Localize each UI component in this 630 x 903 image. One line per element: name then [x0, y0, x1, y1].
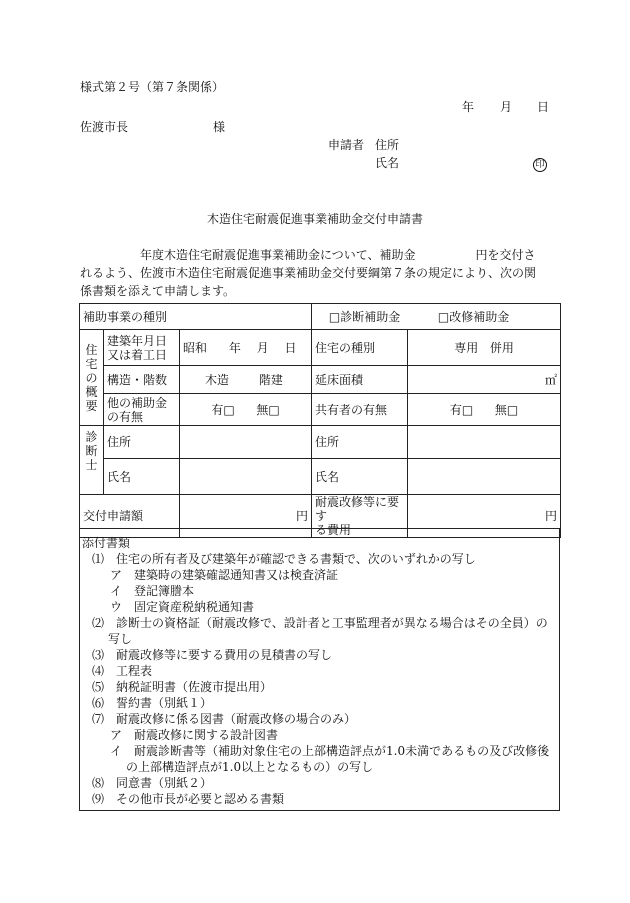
- form-number: 様式第２号（第７条関係）: [80, 80, 225, 94]
- diagnostician-name-label-2: 氏名: [312, 459, 408, 495]
- grant-amount-label: 交付申請額: [80, 495, 180, 538]
- attachment-item-8: ⑻ 同意書（別紙２）: [92, 776, 213, 790]
- diagnostician-char-3: 士: [85, 458, 98, 472]
- row-other-subsidy: [80, 394, 561, 426]
- housing-char-3: の: [85, 370, 98, 385]
- row-built-date: [80, 330, 561, 366]
- floor-area-label: 延床面積: [312, 366, 408, 394]
- attachment-item-1: ⑴ 住宅の所有者及び建築年が確認できる書類で、次のいずれかの写し: [92, 552, 476, 566]
- structure-floors: 階建: [258, 372, 283, 387]
- coowner-field: [408, 394, 561, 426]
- row-diagnostician-name: [80, 459, 561, 495]
- retrofit-subsidy-checkbox[interactable]: □改修補助金: [437, 309, 510, 324]
- housing-summary-group: [80, 330, 104, 426]
- application-text: [80, 246, 558, 300]
- housing-type-shared[interactable]: 併用: [489, 340, 514, 355]
- structure-field[interactable]: [180, 366, 312, 394]
- diagnostician-char-2: 断: [85, 444, 98, 458]
- coowner-no-checkbox[interactable]: 無□: [494, 402, 519, 417]
- text-line-1b: 円を交付さ: [475, 248, 536, 262]
- other-subsidy-label-2: の有無: [107, 409, 144, 424]
- date-year-label: 年: [462, 100, 475, 114]
- date-day-label: 日: [537, 100, 550, 114]
- attachment-item-6: ⑹ 誓約書（別紙１）: [92, 696, 213, 710]
- housing-char-5: 要: [85, 398, 98, 413]
- other-subsidy-label: [104, 394, 180, 426]
- retrofit-cost-label-1: 耐震改修等に要す: [315, 495, 400, 523]
- housing-char-1: 住: [85, 342, 98, 357]
- other-subsidy-label-1: 他の補助金: [107, 395, 168, 410]
- built-date-label-1: 建築年月日: [107, 333, 168, 348]
- built-date-label-2: 又は着工日: [107, 347, 168, 362]
- other-subsidy-yes-checkbox[interactable]: 有□: [211, 402, 235, 417]
- addressee: 佐渡市長: [80, 120, 129, 134]
- floor-area-field[interactable]: [408, 366, 561, 394]
- diagnostician-address-label: 住所: [104, 426, 180, 459]
- application-form-table: [79, 303, 561, 538]
- text-line-1: [80, 246, 558, 264]
- seal-mark: [533, 156, 547, 172]
- attachment-subitem-7b: イ 耐震診断書等（補助対象住宅の上部構造評点が1.0未満であるもの及び改修後の上部構造評点が1.0以上となるもの）の写し: [110, 744, 550, 774]
- row-subsidy-type: [80, 304, 561, 330]
- row-structure: [80, 366, 561, 394]
- subsidy-type-options: [312, 304, 561, 330]
- diagnostician-char-1: 診: [85, 430, 98, 444]
- other-subsidy-no-checkbox[interactable]: 無□: [256, 402, 280, 417]
- housing-type-label: 住宅の種別: [312, 330, 408, 366]
- attachment-subitem-1c: ウ 固定資産税納税通知書: [110, 600, 255, 614]
- seal-icon: 印: [533, 158, 547, 172]
- built-year-label: 年: [228, 340, 241, 355]
- row-diagnostician-address: [80, 426, 561, 459]
- text-line-2: れるよう、佐渡市木造住宅耐震促進事業補助金交付要綱第７条の規定により、次の関: [80, 266, 537, 280]
- coowner-yes-checkbox[interactable]: 有□: [449, 402, 474, 417]
- attachments-heading: 添付書類: [82, 536, 131, 550]
- built-date-label: [104, 330, 180, 366]
- attachment-item-3: ⑶ 耐震改修等に要する費用の見積書の写し: [92, 648, 333, 662]
- attachments-box: [79, 528, 560, 811]
- attachment-subitem-1b: イ 登記簿謄本: [110, 584, 195, 598]
- attachment-item-9: ⑼ その他市長が必要と認める書類: [92, 792, 285, 806]
- diagnostician-address-field[interactable]: [180, 426, 312, 459]
- built-month-label: 月: [256, 340, 269, 355]
- grant-amount-unit: 円: [296, 509, 309, 523]
- floor-area-unit: ㎡: [545, 372, 558, 387]
- applicant-name-label: 氏名: [375, 156, 400, 170]
- diagnostician-group: [80, 426, 104, 495]
- applicant-address-label: 住所: [375, 138, 400, 152]
- built-day-label: 日: [284, 340, 297, 355]
- coowner-label: 共有者の有無: [312, 394, 408, 426]
- diagnosis-subsidy-checkbox[interactable]: □診断補助金: [328, 309, 401, 324]
- text-line-1a: 年度木造住宅耐震促進事業補助金について、補助金: [140, 248, 416, 262]
- diagnostician-address-label-2: 住所: [312, 426, 408, 459]
- retrofit-cost-unit: 円: [545, 509, 558, 523]
- attachment-item-2: ⑵ 診断士の資格証（耐震改修で、設計者と工事監理者が異なる場合はその全員）の写し: [92, 616, 548, 646]
- attachment-item-4: ⑷ 工程表: [92, 664, 153, 678]
- era-label: 昭和: [183, 340, 208, 355]
- structure-label: 構造・階数: [104, 366, 180, 394]
- housing-char-2: 宅: [85, 356, 98, 371]
- date-month-label: 月: [500, 100, 513, 114]
- retrofit-cost-label-2: る費用: [315, 523, 352, 537]
- subsidy-type-label: 補助事業の種別: [80, 304, 312, 330]
- housing-char-4: 概: [85, 384, 98, 399]
- attachment-subitem-7a: ア 耐震改修に関する設計図書: [110, 728, 279, 742]
- honorific: 様: [213, 120, 226, 134]
- diagnostician-name-field-2[interactable]: [408, 459, 561, 495]
- attachment-item-7: ⑺ 耐震改修に係る図書（耐震改修の場合のみ）: [92, 712, 357, 726]
- attachment-subitem-1a: ア 建築時の建築確認通知書又は検査済証: [110, 568, 339, 582]
- applicant-label: 申請者: [328, 138, 365, 152]
- housing-type-exclusive[interactable]: 専用: [454, 340, 479, 355]
- document-title: 木造住宅耐震促進事業補助金交付申請書: [206, 212, 423, 226]
- other-subsidy-field: [180, 394, 312, 426]
- structure-wood: 木造: [205, 372, 230, 387]
- diagnostician-name-field[interactable]: [180, 459, 312, 495]
- attachment-item-5: ⑸ 納税証明書（佐渡市提出用）: [92, 680, 273, 694]
- text-line-3: 係書類を添えて申請します。: [80, 284, 236, 298]
- housing-type-field[interactable]: [408, 330, 561, 366]
- built-date-field[interactable]: [180, 330, 312, 366]
- diagnostician-name-label: 氏名: [104, 459, 180, 495]
- diagnostician-address-field-2[interactable]: [408, 426, 561, 459]
